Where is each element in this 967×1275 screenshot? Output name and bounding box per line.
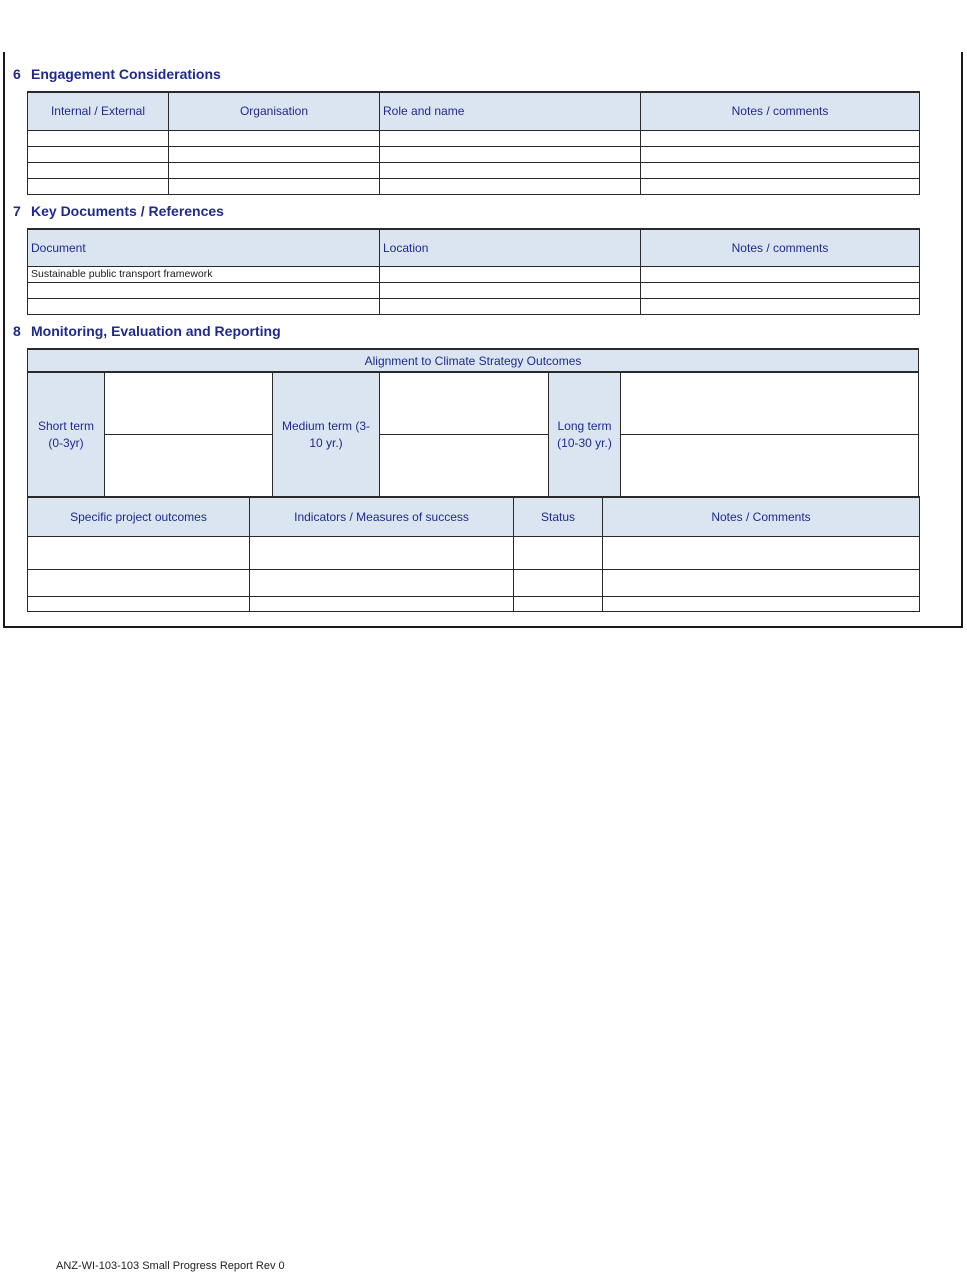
table-cell[interactable] — [28, 178, 169, 194]
table-cell[interactable] — [169, 130, 380, 146]
table-cell[interactable] — [380, 178, 641, 194]
section-6-title: 6 Engagement Considerations — [13, 66, 221, 82]
table-cell[interactable] — [28, 569, 250, 596]
table-cell[interactable] — [380, 130, 641, 146]
col-header-location: Location — [380, 229, 641, 266]
table-cell[interactable] — [169, 162, 380, 178]
col-header-status: Status — [514, 497, 603, 536]
table-cell[interactable] — [169, 146, 380, 162]
table-cell[interactable] — [514, 569, 603, 596]
section-7-title: 7 Key Documents / References — [13, 203, 224, 219]
long-term-cell-1[interactable] — [620, 372, 919, 435]
table-cell[interactable] — [28, 162, 169, 178]
col-header-indicators: Indicators / Measures of success — [250, 497, 514, 536]
table-row — [28, 162, 920, 178]
table-cell[interactable] — [169, 178, 380, 194]
table-cell[interactable] — [250, 596, 514, 611]
col-header-notes: Notes / Comments — [603, 497, 920, 536]
document-cell[interactable] — [28, 298, 380, 314]
table-row — [28, 536, 920, 569]
table-cell[interactable] — [250, 536, 514, 569]
table-cell[interactable] — [250, 569, 514, 596]
notes-cell[interactable] — [641, 282, 920, 298]
location-cell[interactable] — [380, 266, 641, 282]
table-row — [28, 569, 920, 596]
table-row — [28, 596, 920, 611]
table-cell[interactable] — [641, 130, 920, 146]
table-cell[interactable] — [380, 162, 641, 178]
col-header-specific-outcomes: Specific project outcomes — [28, 497, 250, 536]
document-cell[interactable]: Sustainable public transport framework — [28, 266, 380, 282]
table-row — [28, 146, 920, 162]
long-term-cell-2[interactable] — [620, 434, 919, 497]
col-header-notes: Notes / comments — [641, 229, 920, 266]
section-8-title: 8 Monitoring, Evaluation and Reporting — [13, 323, 281, 339]
table-cell[interactable] — [641, 146, 920, 162]
alignment-header: Alignment to Climate Strategy Outcomes — [27, 348, 919, 372]
table-row — [28, 130, 920, 146]
table-row — [28, 266, 920, 282]
table-cell[interactable] — [603, 569, 920, 596]
document-footer: ANZ-WI-103-103 Small Progress Report Rev 0 — [56, 1260, 285, 1272]
table-row — [28, 282, 920, 298]
medium-term-label: Medium term (3-10 yr.) — [272, 372, 380, 497]
table-row — [28, 178, 920, 194]
table-cell[interactable] — [28, 130, 169, 146]
table-row — [28, 298, 920, 314]
medium-term-cell-1[interactable] — [379, 372, 549, 435]
location-cell[interactable] — [380, 298, 641, 314]
col-header-internal-external: Internal / External — [28, 92, 169, 130]
engagement-table — [27, 91, 920, 195]
short-term-cell-2[interactable] — [104, 434, 273, 497]
table-cell[interactable] — [514, 536, 603, 569]
col-header-organisation: Organisation — [169, 92, 380, 130]
outcomes-table — [27, 496, 920, 612]
notes-cell[interactable] — [641, 266, 920, 282]
col-header-role-name: Role and name — [380, 92, 641, 130]
table-cell[interactable] — [641, 162, 920, 178]
medium-term-cell-2[interactable] — [379, 434, 549, 497]
notes-cell[interactable] — [641, 298, 920, 314]
table-cell[interactable] — [28, 146, 169, 162]
location-cell[interactable] — [380, 282, 641, 298]
table-cell[interactable] — [28, 536, 250, 569]
long-term-label: Long term (10-30 yr.) — [548, 372, 621, 497]
table-cell[interactable] — [380, 146, 641, 162]
table-cell[interactable] — [641, 178, 920, 194]
short-term-cell-1[interactable] — [104, 372, 273, 435]
table-cell[interactable] — [603, 536, 920, 569]
short-term-label: Short term (0-3yr) — [27, 372, 105, 497]
table-cell[interactable] — [28, 596, 250, 611]
col-header-notes: Notes / comments — [641, 92, 920, 130]
document-cell[interactable] — [28, 282, 380, 298]
table-cell[interactable] — [603, 596, 920, 611]
key-documents-table — [27, 228, 920, 315]
table-cell[interactable] — [514, 596, 603, 611]
col-header-document: Document — [28, 229, 380, 266]
